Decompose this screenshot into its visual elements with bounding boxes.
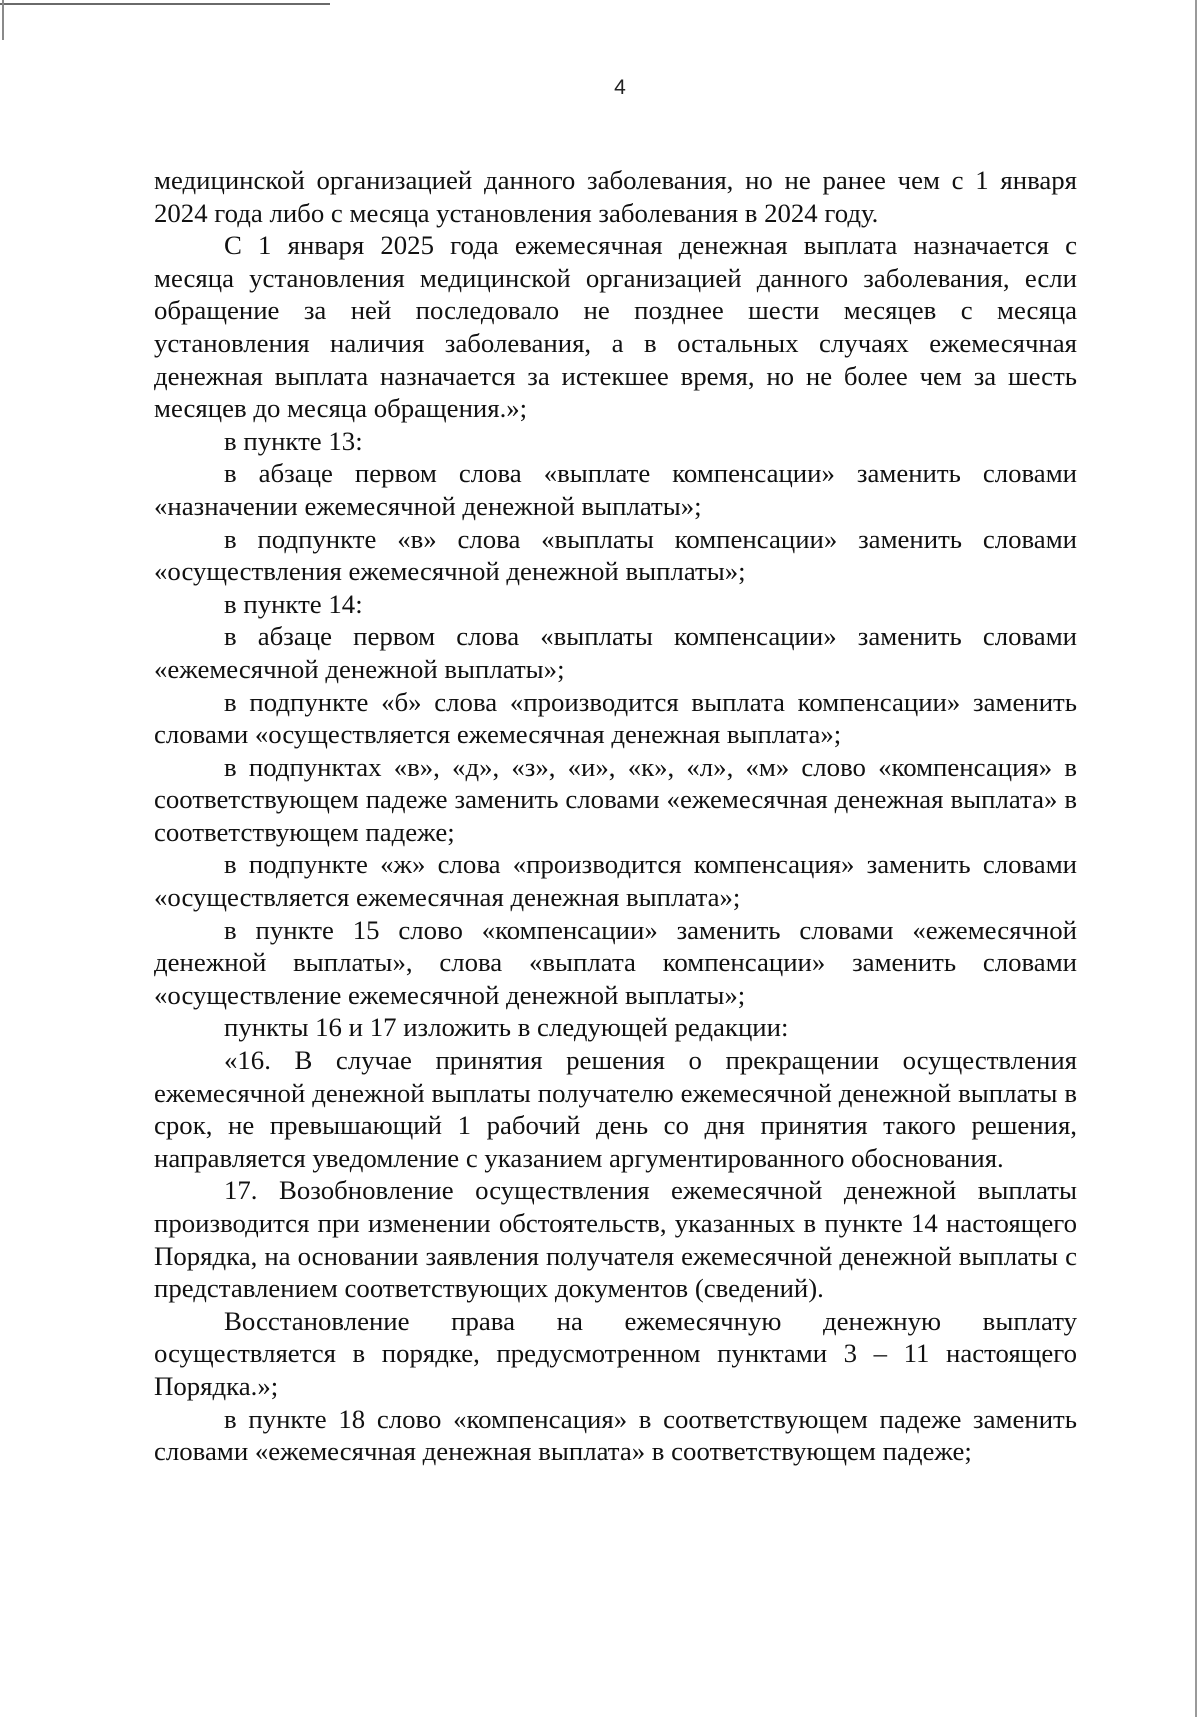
paragraph-14: 17. Возобновление осуществления ежемесячной денежной выплаты производится при изменении обстоятельств, указанных в пункте 14 настоящего Порядка, на основании заявления получателя ежемесячной денежной выплаты с представлением соответствующих документов (сведений).	[154, 1175, 1077, 1304]
paragraph-6: в пункте 14:	[224, 588, 363, 619]
paragraph-5: в подпункте «в» слова «выплаты компенсации» заменить словами «осуществления ежемесячной денежной выплаты»;	[154, 523, 1077, 587]
paragraph-8: в подпункте «б» слова «производится выплата компенсации» заменить словами «осуществляется ежемесячная денежная выплата»;	[154, 686, 1077, 750]
paragraph-16: в пункте 18 слово «компенсация» в соответствующем падеже заменить словами «ежемесячная денежная выплата» в соответствующем падеже;	[154, 1403, 1077, 1467]
paragraph-9: в подпунктах «в», «д», «з», «и», «к», «л», «м» слово «компенсация» в соответствующем падеже заменить словами «ежемесячная денежная выплата» в соответствующем падеже;	[154, 751, 1077, 847]
paragraph-3: в пункте 13:	[224, 425, 363, 456]
page-number: 4	[614, 76, 626, 99]
paragraph-1: медицинской организацией данного заболевания, но не ранее чем с 1 января 2024 года либо с месяца установления заболевания в 2024 году.	[154, 165, 1077, 228]
document-body	[154, 164, 1077, 1468]
scan-left-edge	[2, 0, 4, 40]
paragraph-15: Восстановление права на ежемесячную денежную выплату осуществляется в порядке, предусмотренном пунктами 3 – 11 настоящего Порядка.»;	[154, 1305, 1077, 1401]
paragraph-4: в абзаце первом слова «выплате компенсации» заменить словами «назначении ежемесячной денежной выплаты»;	[154, 458, 1077, 521]
paragraph-13: «16. В случае принятия решения о прекращении осуществления ежемесячной денежной выплаты получателю ежемесячной денежной выплаты в срок, не превышающий 1 рабочий день со дня принятия такого решения, направляется уведомление с указанием аргументированного обоснования.	[154, 1045, 1077, 1173]
paragraph-10: в подпункте «ж» слова «производится компенсация» заменить словами «осуществляется ежемесячная денежная выплата»;	[154, 849, 1077, 913]
scan-right-edge	[1195, 0, 1197, 1717]
paragraph-11: в пункте 15 слово «компенсации» заменить словами «ежемесячной денежной выплаты», слова «выплата компенсации» заменить словами «осуществление ежемесячной денежной выплаты»;	[154, 914, 1077, 1010]
paragraph-7: в абзаце первом слова «выплаты компенсации» заменить словами «ежемесячной денежной выплаты»;	[154, 621, 1077, 684]
paragraph-12: пункты 16 и 17 изложить в следующей редакции:	[224, 1012, 789, 1043]
paragraph-2: С 1 января 2025 года ежемесячная денежная выплата назначается с месяца установления медицинской организацией данного заболевания, если обращение за ней последовало не позднее шести месяцев с месяца установления наличия заболевания, а в остальных случаях ежемесячная денежная выплата назначается за истекшее время, но не более чем за шесть месяцев до месяца обращения.»;	[154, 230, 1077, 424]
scan-edge-line	[0, 3, 330, 5]
